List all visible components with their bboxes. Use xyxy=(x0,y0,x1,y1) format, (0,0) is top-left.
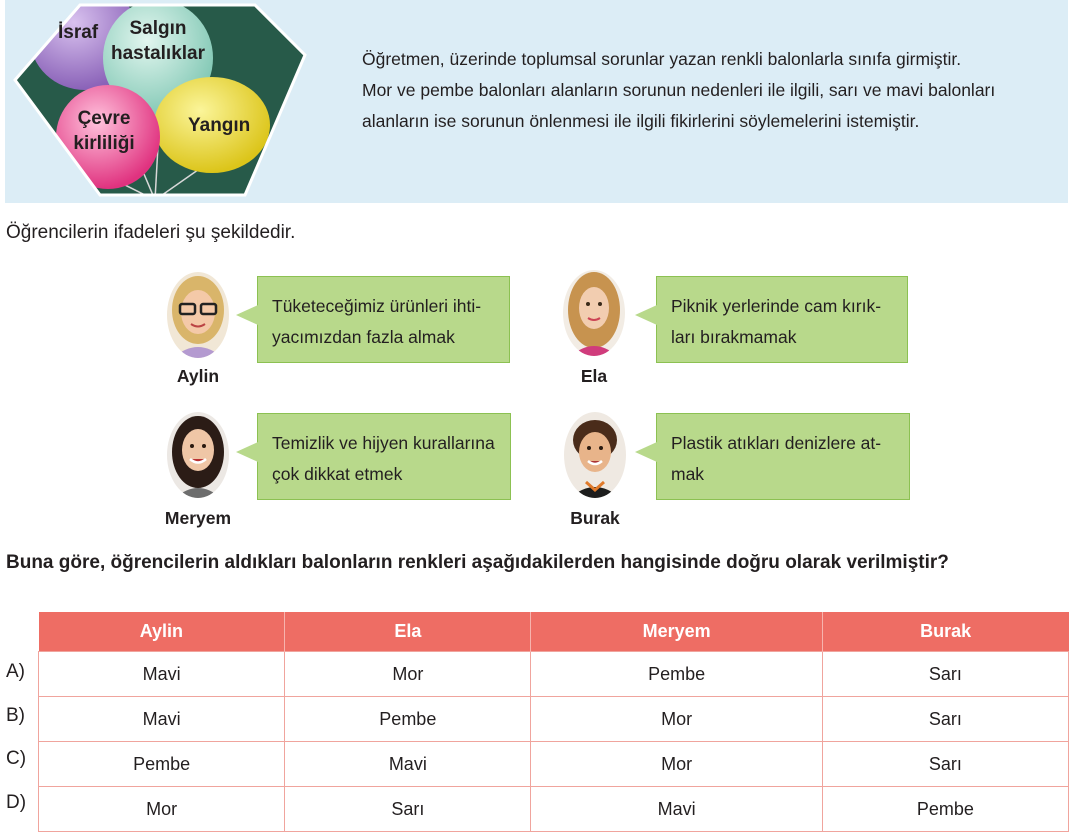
bubble-tail xyxy=(236,442,258,462)
statement-bubble-burak xyxy=(656,413,910,500)
student-name-meryem: Meryem xyxy=(164,508,232,528)
balloon-label-salgin-text: Salgın hastalıklar xyxy=(111,18,205,64)
table-cell: Mor xyxy=(39,787,285,832)
bubble-tail xyxy=(635,442,657,462)
column-header-aylin: Aylin xyxy=(39,612,285,652)
aylin-avatar xyxy=(167,272,229,358)
answer-table xyxy=(38,612,1069,832)
table-cell: Pembe xyxy=(531,652,822,697)
statement-line: mak xyxy=(671,464,705,484)
column-header-burak: Burak xyxy=(822,612,1068,652)
question-text: Buna göre, öğrencilerin aldıkları balonların renkleri aşağıdakilerden hangisinde doğru olarak verilmiştir? xyxy=(6,552,949,573)
table-row-option-d[interactable] xyxy=(39,787,1069,832)
statement-line: Temizlik ve hijyen kurallarına xyxy=(272,433,495,453)
student-name-ela: Ela xyxy=(580,366,608,386)
table-cell: Sarı xyxy=(285,787,531,832)
bubble-tail xyxy=(236,305,258,325)
option-a-label[interactable]: A) xyxy=(6,661,25,682)
meryem-avatar xyxy=(167,412,229,498)
statements-lead: Öğrencilerin ifadeleri şu şekildedir. xyxy=(6,222,296,243)
option-b-label[interactable]: B) xyxy=(6,705,25,726)
table-cell: Sarı xyxy=(822,742,1068,787)
table-cell: Mavi xyxy=(39,697,285,742)
bubble-tail xyxy=(635,305,657,325)
burak-avatar xyxy=(564,412,626,498)
student-name-burak: Burak xyxy=(570,508,620,528)
table-cell: Mor xyxy=(531,742,822,787)
table-header-row xyxy=(39,612,1069,652)
option-c-label[interactable]: C) xyxy=(6,748,27,769)
statement-line: Piknik yerlerinde cam kırık- xyxy=(671,296,882,316)
table-cell: Pembe xyxy=(285,697,531,742)
statement-line: Plastik atıkları denizlere at- xyxy=(671,433,882,453)
intro-text xyxy=(362,44,1002,137)
statement-line: Tüketeceğimiz ürünleri ihti- xyxy=(272,296,482,316)
statement-bubble-ela xyxy=(656,276,908,363)
column-header-ela: Ela xyxy=(285,612,531,652)
statement-line: ları bırakmamak xyxy=(671,327,797,347)
option-d-label[interactable]: D) xyxy=(6,792,27,813)
table-cell: Mavi xyxy=(285,742,531,787)
table-cell: Mavi xyxy=(531,787,822,832)
balloon-label-cevre-text: Çevre kirliliği xyxy=(73,108,135,154)
table-row-option-c[interactable] xyxy=(39,742,1069,787)
balloon-label-salgin xyxy=(108,16,208,66)
table-row-option-b[interactable] xyxy=(39,697,1069,742)
balloon-label-yangin: Yangın xyxy=(188,115,251,136)
statement-line: yacımızdan fazla almak xyxy=(272,327,455,347)
intro-line: Mor ve pembe balonları alanların sorunun nedenleri ile ilgili, sarı ve mavi balonları xyxy=(362,80,996,100)
student-name-aylin: Aylin xyxy=(176,366,220,386)
table-cell: Sarı xyxy=(822,697,1068,742)
table-cell: Sarı xyxy=(822,652,1068,697)
table-cell: Mor xyxy=(285,652,531,697)
statement-bubble-aylin xyxy=(257,276,510,363)
balloon-label-cevre xyxy=(60,106,148,156)
table-cell: Mor xyxy=(531,697,822,742)
intro-line: alanların ise sorunun önlenmesi ile ilgili fikirlerini söylemelerini istemiştir. xyxy=(362,111,920,131)
balloon-label-israf: İsraf xyxy=(58,22,99,43)
table-row-option-a[interactable] xyxy=(39,652,1069,697)
statement-line: çok dikkat etmek xyxy=(272,464,403,484)
statement-bubble-meryem xyxy=(257,413,511,500)
table-cell: Pembe xyxy=(822,787,1068,832)
table-cell: Pembe xyxy=(39,742,285,787)
intro-line: Öğretmen, üzerinde toplumsal sorunlar yazan renkli balonlarla sınıfa girmiştir. xyxy=(362,49,962,69)
table-cell: Mavi xyxy=(39,652,285,697)
column-header-meryem: Meryem xyxy=(531,612,822,652)
ela-avatar xyxy=(563,270,625,356)
